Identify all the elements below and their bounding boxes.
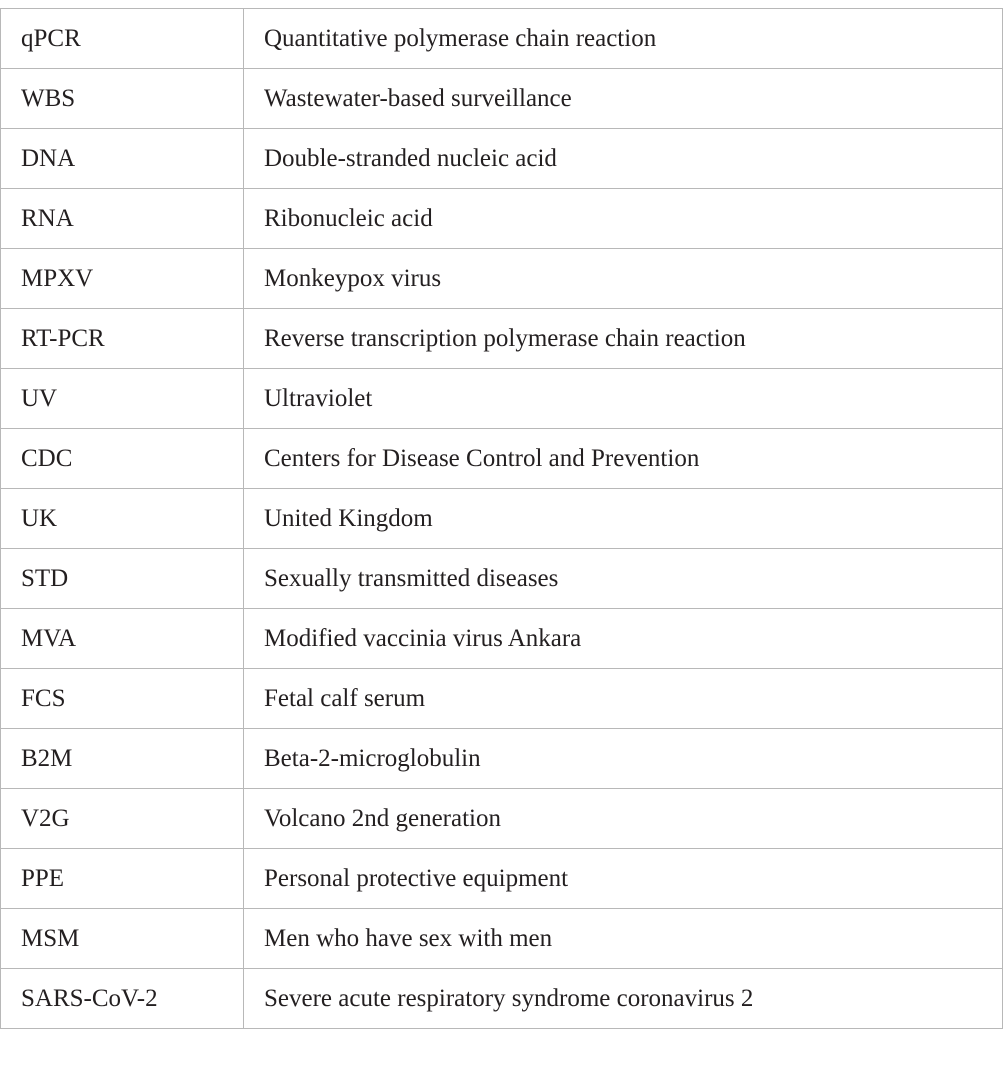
definition-cell: Beta-2-microglobulin: [244, 729, 1003, 789]
table-row: [1, 429, 1003, 489]
abbreviation-cell: PPE: [1, 849, 244, 909]
definition-cell: Double-stranded nucleic acid: [244, 129, 1003, 189]
table-row: [1, 789, 1003, 849]
definition-cell: United Kingdom: [244, 489, 1003, 549]
definition-cell: Modified vaccinia virus Ankara: [244, 609, 1003, 669]
definition-cell: Centers for Disease Control and Prevention: [244, 429, 1003, 489]
table-row: [1, 729, 1003, 789]
table-row: [1, 489, 1003, 549]
abbreviation-cell: MPXV: [1, 249, 244, 309]
definition-cell: Monkeypox virus: [244, 249, 1003, 309]
abbreviation-cell: B2M: [1, 729, 244, 789]
abbreviation-cell: UK: [1, 489, 244, 549]
definition-cell: Personal protective equipment: [244, 849, 1003, 909]
definition-cell: Fetal calf serum: [244, 669, 1003, 729]
table-row: [1, 249, 1003, 309]
definition-cell: Severe acute respiratory syndrome coronavirus 2: [244, 969, 1003, 1029]
abbreviation-cell: STD: [1, 549, 244, 609]
abbreviation-cell: V2G: [1, 789, 244, 849]
abbreviation-cell: UV: [1, 369, 244, 429]
abbreviation-cell: FCS: [1, 669, 244, 729]
abbreviation-cell: RNA: [1, 189, 244, 249]
abbreviation-cell: SARS-CoV-2: [1, 969, 244, 1029]
abbreviation-cell: RT-PCR: [1, 309, 244, 369]
definition-cell: Wastewater-based surveillance: [244, 69, 1003, 129]
table-row: [1, 549, 1003, 609]
table-row: [1, 849, 1003, 909]
definition-cell: Men who have sex with men: [244, 909, 1003, 969]
definition-cell: Ultraviolet: [244, 369, 1003, 429]
abbreviation-cell: CDC: [1, 429, 244, 489]
table-row: [1, 9, 1003, 69]
abbreviation-cell: MVA: [1, 609, 244, 669]
table-row: [1, 189, 1003, 249]
table-row: [1, 309, 1003, 369]
table-row: [1, 69, 1003, 129]
table-row: [1, 129, 1003, 189]
definition-cell: Ribonucleic acid: [244, 189, 1003, 249]
definition-cell: Reverse transcription polymerase chain reaction: [244, 309, 1003, 369]
abbreviation-cell: MSM: [1, 909, 244, 969]
table-row: [1, 909, 1003, 969]
abbreviation-cell: qPCR: [1, 9, 244, 69]
abbreviations-table: [0, 8, 1003, 1029]
definition-cell: Volcano 2nd generation: [244, 789, 1003, 849]
table-row: [1, 969, 1003, 1029]
table-row: [1, 669, 1003, 729]
definition-cell: Quantitative polymerase chain reaction: [244, 9, 1003, 69]
abbreviations-table-body: [1, 9, 1003, 1029]
table-row: [1, 369, 1003, 429]
abbreviation-cell: WBS: [1, 69, 244, 129]
table-row: [1, 609, 1003, 669]
definition-cell: Sexually transmitted diseases: [244, 549, 1003, 609]
abbreviation-cell: DNA: [1, 129, 244, 189]
